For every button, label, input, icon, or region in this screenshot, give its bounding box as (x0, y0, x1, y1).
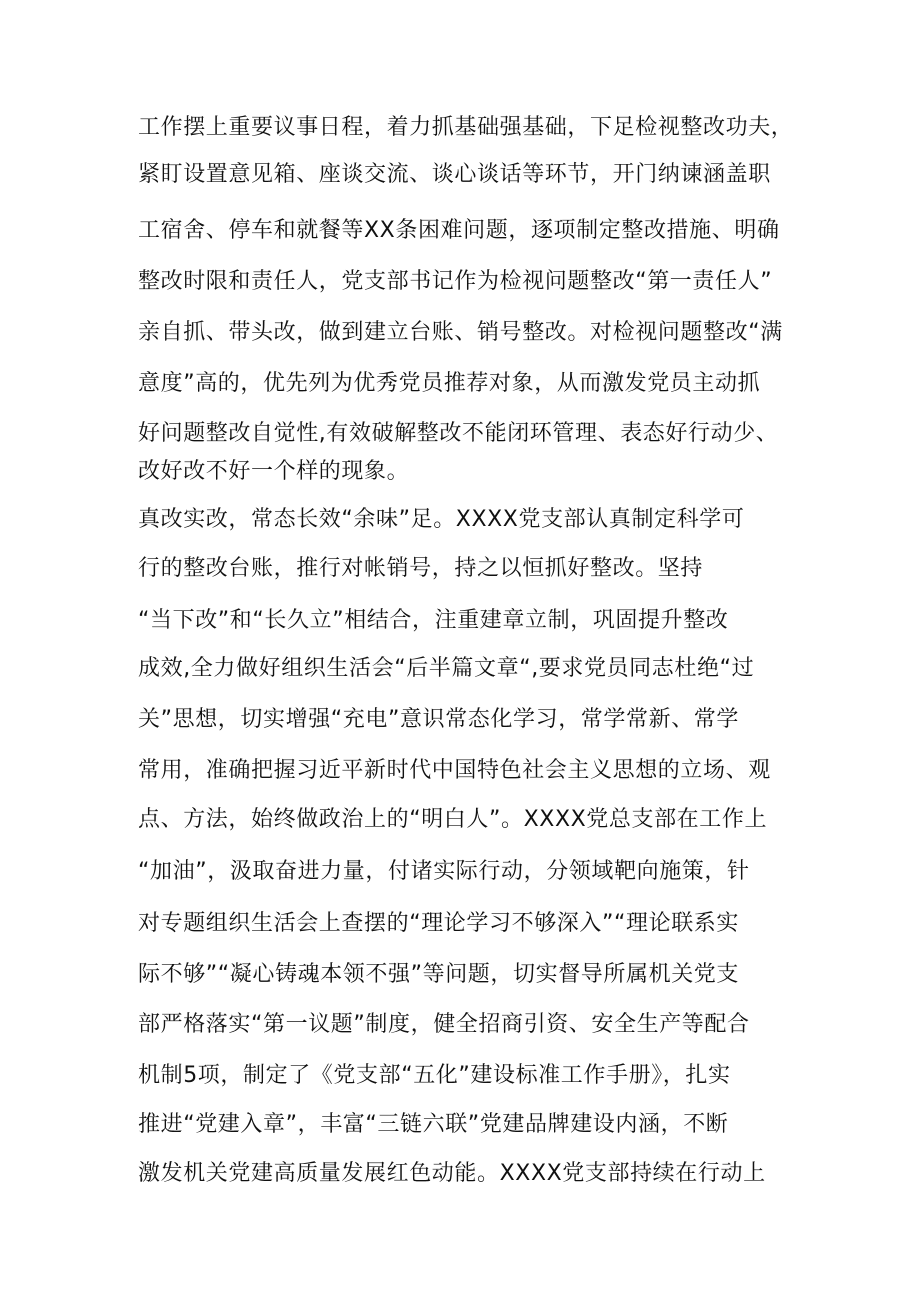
text-line-17: 对专题组织生活会上查摆的“理论学习不够深入”“理论联系实 (138, 911, 739, 936)
text-line-9: 真改实改，常态长效“余味”足。XXXX党支部认真制定科学可 (138, 507, 745, 532)
text-line-3: 工宿舍、停车和就餐等XX条困难问题，逐项制定整改措施、明确 (138, 218, 780, 243)
text-line-14: 常用，准确把握习近平新时代中国特色社会主义思想的立场、观 (138, 758, 771, 783)
text-line-20: 机制5项，制定了《党支部“五化”建设标准工作手册》，扎实 (138, 1063, 731, 1088)
text-line-21: 推进“党建入章”，丰富“三链六联”党建品牌建设内涵，不断 (138, 1112, 729, 1137)
text-line-13: 关”思想，切实增强“充电”意识常态化学习，常学常新、常学 (138, 707, 739, 732)
text-line-16: “加油”，汲取奋进力量，付诸实际行动，分领域靶向施策，针 (138, 859, 750, 884)
text-line-5: 亲自抓、带头改，做到建立台账、销号整改。对检视问题整改“满 (138, 320, 783, 345)
text-line-4: 整改时限和责任人，党支部书记作为检视问题整改“第一责任人” (138, 269, 773, 294)
text-line-10: 行的整改台账，推行对帐销号，持之以恒抓好整改。坚持 (138, 556, 704, 581)
text-line-18: 际不够”“凝心铸魂本领不强”等问题，切实督导所属机关党支 (138, 962, 739, 987)
text-line-15: 点、方法，始终做政治上的“明白人”。XXXX党总支部在工作上 (138, 807, 768, 832)
text-line-2: 紧盯设置意见箱、座谈交流、谈心谈话等环节，开门纳谏涵盖职 (138, 162, 771, 187)
text-line-6: 意度”高的，优先列为优秀党员推荐对象，从而激发党员主动抓 (138, 371, 761, 396)
text-line-1: 工作摆上重要议事日程，着力抓基础强基础，下足检视整改功夫， (138, 115, 794, 140)
text-line-22: 激发机关党建高质量发展红色动能。XXXX党支部持续在行动上 (138, 1161, 766, 1186)
text-line-12: 成效,全力做好组织生活会“后半篇文章“,要求党员同志杜绝“过 (138, 656, 755, 681)
text-line-19: 部严格落实“第一议题”制度，健全招商引资、安全生产等配合 (138, 1012, 750, 1037)
text-line-11: “当下改”和“长久立”相结合，注重建章立制，巩固提升整改 (138, 608, 729, 633)
text-line-8: 改好改不好一个样的现象。 (138, 459, 410, 484)
text-line-7: 好问题整改自觉性,有效破解整改不能闭环管理、表态好行动少、 (138, 421, 779, 446)
